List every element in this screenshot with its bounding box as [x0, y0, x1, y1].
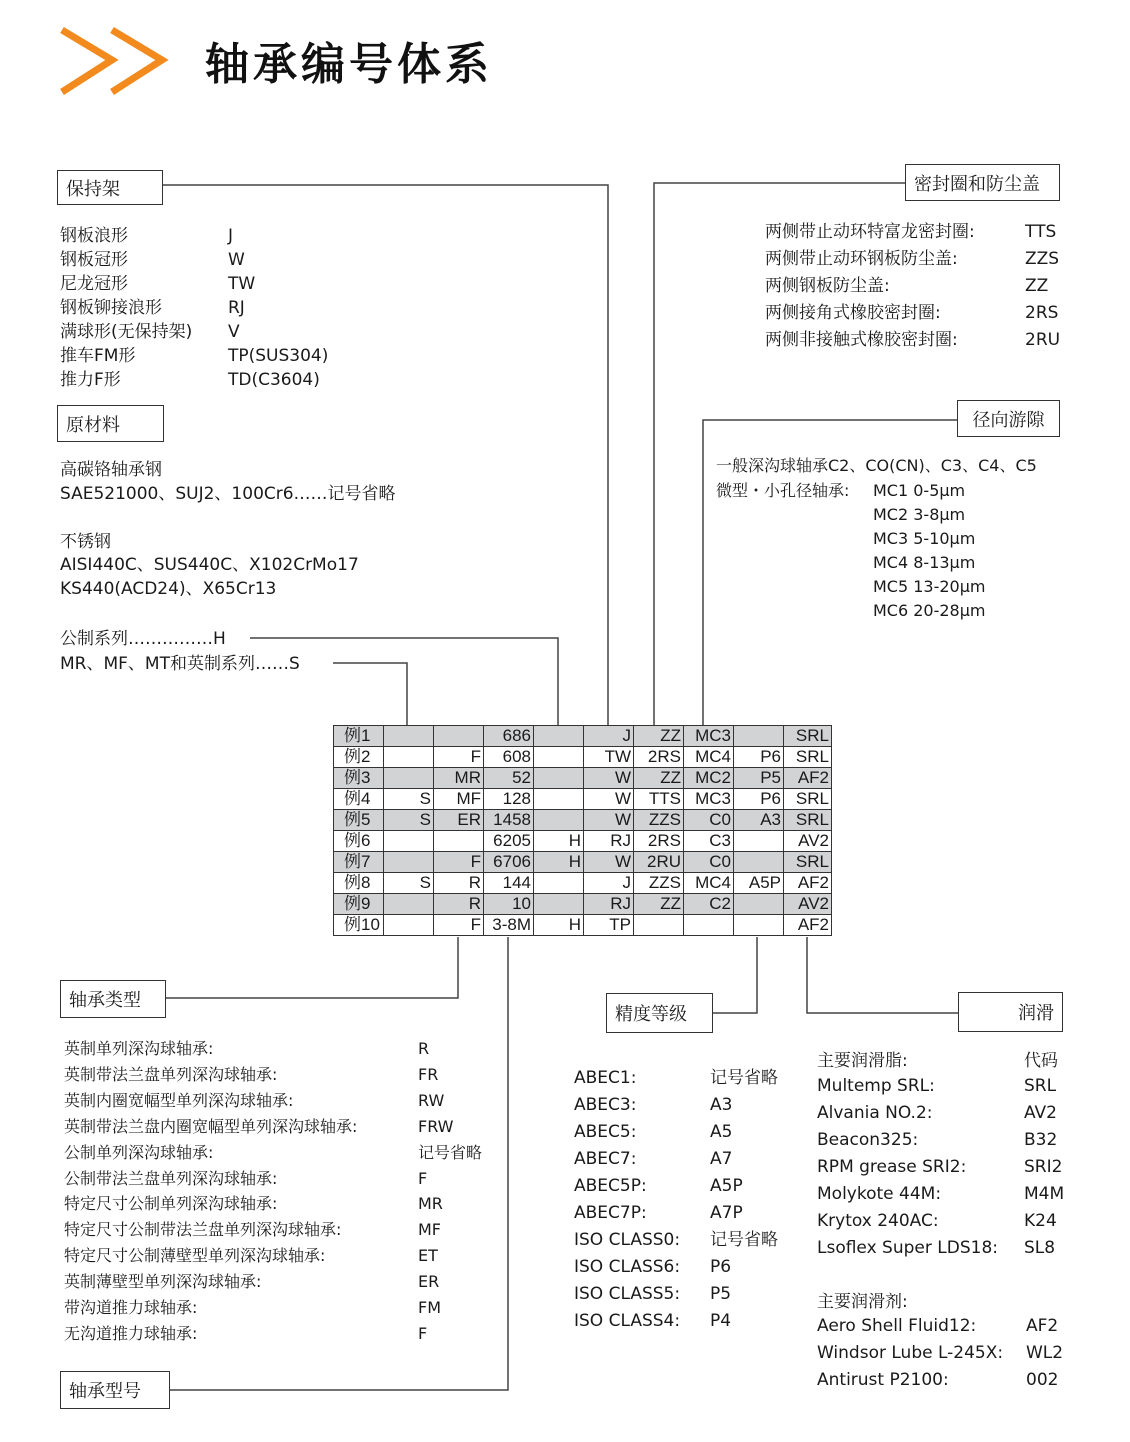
cage-item-name: 满球形(无保持架): [60, 322, 193, 342]
example-cell: AV2: [784, 831, 832, 852]
bearing-model-heading-box: [60, 1371, 170, 1409]
example-cell: AF2: [784, 873, 832, 894]
example-cell: SRL: [784, 852, 832, 873]
high-carbon-title: 高碳铬轴承钢: [60, 460, 162, 480]
grease-item-name: Molykote 44M:: [817, 1184, 942, 1204]
clearance-mini-item: MC3 5-10μm: [873, 529, 976, 548]
grease-item-code: SRI2: [1024, 1157, 1063, 1177]
seal-item-name: 两侧非接触式橡胶密封圈:: [765, 330, 958, 350]
example-cell: RJ: [584, 831, 634, 852]
example-cell: P6: [734, 747, 784, 768]
example-cell: [534, 747, 584, 768]
bearing-model-heading: 轴承型号: [69, 1381, 141, 1402]
example-table: [333, 725, 832, 936]
high-carbon-grades: SAE521000、SUJ2、100Cr6……记号省略: [60, 484, 396, 504]
seal-heading: 密封圈和防尘盖: [914, 173, 1040, 195]
precision-item-name: ABEC5P:: [574, 1176, 647, 1196]
example-cell: 608: [484, 747, 534, 768]
example-cell: [734, 894, 784, 915]
oil-item-code: AF2: [1026, 1316, 1059, 1336]
bearing-type-item-code: 记号省略: [418, 1142, 483, 1162]
example-label: 例6: [334, 831, 384, 852]
oil-item-name: Windsor Lube L-245X:: [817, 1343, 1004, 1363]
cage-item-code: V: [228, 322, 240, 342]
grease-item-name: Alvania NO.2:: [817, 1103, 933, 1123]
example-label: 例1: [334, 726, 384, 747]
inch-series: MR、MF、MT和英制系列……S: [60, 654, 300, 674]
example-cell: P6: [734, 789, 784, 810]
bearing-type-item-code: FM: [418, 1298, 442, 1317]
precision-item-code: A7: [710, 1149, 733, 1169]
example-cell: J: [584, 726, 634, 747]
example-cell: F: [434, 852, 484, 873]
bearing-type-item-code: FRW: [418, 1116, 454, 1136]
precision-item-name: ABEC5:: [574, 1122, 637, 1142]
example-label: 例3: [334, 768, 384, 789]
lubrication-heading: 润滑: [1018, 1003, 1054, 1024]
example-cell: [384, 831, 434, 852]
example-row: [334, 726, 832, 747]
example-cell: F: [434, 747, 484, 768]
grease-item-code: SRL: [1024, 1076, 1057, 1096]
example-cell: [384, 768, 434, 789]
example-cell: ZZ: [634, 894, 684, 915]
example-row: [334, 873, 832, 894]
example-cell: 686: [484, 726, 534, 747]
example-cell: AF2: [784, 768, 832, 789]
bearing-type-item-name: 英制薄壁型单列深沟球轴承:: [64, 1272, 262, 1292]
example-cell: A5P: [734, 873, 784, 894]
example-cell: [634, 915, 684, 936]
bearing-type-item-name: 英制单列深沟球轴承:: [64, 1039, 214, 1058]
example-cell: [534, 726, 584, 747]
grease-item-code: SL8: [1024, 1238, 1056, 1258]
cage-item-code: RJ: [228, 298, 245, 318]
seal-item-code: 2RS: [1025, 303, 1059, 323]
example-cell: 52: [484, 768, 534, 789]
example-cell: MC3: [684, 726, 734, 747]
grease-item-code: AV2: [1024, 1103, 1057, 1123]
bearing-type-item-code: F: [418, 1323, 428, 1343]
example-cell: MC2: [684, 768, 734, 789]
example-cell: 3-8M: [484, 915, 534, 936]
example-cell: [534, 873, 584, 894]
precision-item-name: ISO CLASS0:: [574, 1230, 681, 1250]
seal-item-code: ZZ: [1025, 276, 1049, 296]
example-cell: TP: [584, 915, 634, 936]
example-cell: MC4: [684, 873, 734, 894]
precision-item-code: A3: [710, 1095, 733, 1115]
bearing-type-item-name: 特定尺寸公制带法兰盘单列深沟球轴承:: [64, 1220, 342, 1240]
cage-heading-box: [57, 170, 163, 205]
seal-heading-box: [905, 164, 1060, 201]
clearance-mini-item: MC4 8-13μm: [873, 553, 976, 572]
cage-item-name: 钢板铆接浪形: [60, 298, 162, 318]
example-cell: TTS: [634, 789, 684, 810]
precision-item-code: A5P: [710, 1176, 743, 1196]
code-title: 代码: [1024, 1051, 1058, 1071]
grease-item-name: Beacon325:: [817, 1130, 919, 1150]
example-cell: [384, 747, 434, 768]
bearing-type-item-code: F: [418, 1168, 428, 1188]
example-cell: J: [584, 873, 634, 894]
example-cell: SRL: [784, 726, 832, 747]
bearing-type-item-code: RW: [418, 1090, 445, 1110]
example-cell: [384, 894, 434, 915]
example-row: [334, 810, 832, 831]
seal-item-code: TTS: [1025, 222, 1057, 242]
example-cell: H: [534, 831, 584, 852]
bearing-type-item-name: 带沟道推力球轴承:: [64, 1298, 198, 1317]
cage-item-name: 钢板冠形: [60, 250, 128, 270]
seal-item-name: 两侧接角式橡胶密封圈:: [765, 303, 941, 323]
bearing-type-item-name: 公制单列深沟球轴承:: [64, 1142, 214, 1162]
grease-item-code: B32: [1024, 1130, 1058, 1150]
example-cell: MR: [434, 768, 484, 789]
oil-item-code: WL2: [1026, 1343, 1064, 1363]
example-cell: [734, 915, 784, 936]
page-title: 轴承编号体系: [205, 39, 493, 90]
precision-item-name: ABEC7:: [574, 1149, 637, 1169]
grease-item-code: K24: [1024, 1211, 1057, 1231]
example-cell: [434, 726, 484, 747]
example-cell: [434, 831, 484, 852]
clearance-heading: 径向游隙: [972, 409, 1045, 431]
example-cell: [534, 894, 584, 915]
cage-item-name: 推车FM形: [60, 346, 136, 366]
bearing-type-item-name: 特定尺寸公制薄壁型单列深沟球轴承:: [64, 1246, 326, 1266]
oil-item-name: Antirust P2100:: [817, 1370, 949, 1390]
stainless-line-1: AISI440C、SUS440C、X102CrMo17: [60, 555, 359, 575]
seal-item-code: ZZS: [1025, 249, 1060, 269]
example-cell: C2: [684, 894, 734, 915]
example-cell: F: [434, 915, 484, 936]
example-cell: 10: [484, 894, 534, 915]
example-cell: C0: [684, 810, 734, 831]
example-row: [334, 894, 832, 915]
bearing-type-item-code: ET: [418, 1246, 438, 1266]
example-label: 例4: [334, 789, 384, 810]
example-cell: ER: [434, 810, 484, 831]
example-cell: P5: [734, 768, 784, 789]
bearing-type-item-name: 特定尺寸公制单列深沟球轴承:: [64, 1194, 278, 1214]
oil-item-code: 002: [1026, 1370, 1059, 1390]
example-cell: [734, 726, 784, 747]
precision-item-name: ABEC1:: [574, 1068, 637, 1088]
example-cell: 2RU: [634, 852, 684, 873]
example-cell: W: [584, 768, 634, 789]
grease-item-name: RPM grease SRI2:: [817, 1157, 967, 1177]
precision-item-code: P4: [710, 1311, 732, 1331]
bearing-type-item-name: 无沟道推力球轴承:: [64, 1323, 198, 1343]
cage-item-name: 推力F形: [60, 370, 121, 390]
cage-item-code: W: [228, 250, 245, 270]
example-row: [334, 852, 832, 873]
example-cell: [384, 852, 434, 873]
lubrication-heading-box: [958, 992, 1063, 1032]
bearing-type-item-name: 英制内圈宽幅型单列深沟球轴承:: [64, 1090, 294, 1110]
precision-heading-box: [606, 993, 713, 1033]
example-cell: W: [584, 789, 634, 810]
example-label: 例2: [334, 747, 384, 768]
example-cell: AF2: [784, 915, 832, 936]
example-cell: 144: [484, 873, 534, 894]
example-cell: [734, 852, 784, 873]
precision-item-name: ISO CLASS5:: [574, 1284, 681, 1304]
bearing-type-item-code: MR: [418, 1194, 443, 1214]
bearing-type-heading-box: [60, 980, 166, 1018]
example-cell: [384, 726, 434, 747]
example-cell: 2RS: [634, 831, 684, 852]
clearance-mini-item: MC1 0-5μm: [873, 481, 966, 500]
example-cell: 6706: [484, 852, 534, 873]
example-cell: RJ: [584, 894, 634, 915]
example-label: 例10: [334, 915, 384, 936]
example-row: [334, 789, 832, 810]
bearing-type-item-name: 英制带法兰盘单列深沟球轴承:: [64, 1064, 278, 1084]
bearing-type-item-code: R: [418, 1039, 430, 1058]
bearing-type-item-code: ER: [418, 1272, 440, 1292]
example-row: [334, 747, 832, 768]
oil-item-name: Aero Shell Fluid12:: [817, 1316, 977, 1336]
example-label: 例9: [334, 894, 384, 915]
example-cell: TW: [584, 747, 634, 768]
example-cell: [534, 789, 584, 810]
example-cell: W: [584, 810, 634, 831]
clearance-heading-box: [957, 400, 1060, 437]
cage-item-code: J: [228, 226, 234, 246]
material-heading: 原材料: [66, 414, 120, 436]
clearance-general: 一般深沟球轴承C2、CO(CN)、C3、C4、C5: [716, 456, 1037, 475]
example-cell: ZZS: [634, 810, 684, 831]
bearing-type-item-code: MF: [418, 1220, 442, 1240]
example-row: [334, 831, 832, 852]
example-label: 例5: [334, 810, 384, 831]
grease-title: 主要润滑脂:: [817, 1051, 908, 1071]
example-cell: SRL: [784, 789, 832, 810]
precision-item-code: A5: [710, 1122, 733, 1142]
precision-item-code: 记号省略: [710, 1230, 778, 1250]
example-cell: 128: [484, 789, 534, 810]
example-cell: [684, 915, 734, 936]
clearance-mini-label: 微型・小孔径轴承:: [716, 481, 850, 500]
example-cell: ZZS: [634, 873, 684, 894]
example-cell: S: [384, 810, 434, 831]
example-cell: [384, 915, 434, 936]
grease-item-name: Multemp SRL:: [817, 1076, 935, 1096]
example-cell: 2RS: [634, 747, 684, 768]
example-cell: AV2: [784, 894, 832, 915]
precision-item-name: ABEC7P:: [574, 1203, 647, 1223]
grease-item-code: M4M: [1024, 1184, 1065, 1204]
clearance-mini-item: MC5 13-20μm: [873, 577, 986, 596]
bearing-type-item-name: 英制带法兰盘内圈宽幅型单列深沟球轴承:: [64, 1116, 358, 1136]
double-chevron-icon: [62, 30, 162, 92]
example-label: 例7: [334, 852, 384, 873]
precision-item-code: 记号省略: [710, 1068, 778, 1088]
precision-item-name: ISO CLASS6:: [574, 1257, 681, 1277]
material-heading-box: [57, 405, 164, 442]
cage-heading: 保持架: [66, 178, 120, 200]
bearing-type-item-code: FR: [418, 1064, 439, 1084]
example-label: 例8: [334, 873, 384, 894]
seal-item-code: 2RU: [1025, 330, 1061, 350]
cage-item-code: TW: [228, 274, 256, 294]
cage-item-code: TP(SUS304): [228, 346, 329, 366]
seal-item-name: 两侧带止动环钢板防尘盖:: [765, 249, 958, 269]
example-cell: ZZ: [634, 768, 684, 789]
example-cell: H: [534, 915, 584, 936]
grease-item-name: Lsoflex Super LDS18:: [817, 1238, 998, 1258]
example-cell: ZZ: [634, 726, 684, 747]
example-cell: R: [434, 873, 484, 894]
example-cell: R: [434, 894, 484, 915]
example-row: [334, 915, 832, 936]
precision-item-code: P5: [710, 1284, 732, 1304]
bearing-type-heading: 轴承类型: [69, 990, 141, 1011]
grease-item-name: Krytox 240AC:: [817, 1211, 939, 1231]
example-cell: 6205: [484, 831, 534, 852]
cage-item-code: TD(C3604): [228, 370, 320, 390]
precision-item-name: ABEC3:: [574, 1095, 637, 1115]
precision-item-name: ISO CLASS4:: [574, 1311, 681, 1331]
clearance-mini-item: MC2 3-8μm: [873, 505, 966, 524]
cage-item-name: 钢板浪形: [60, 226, 128, 246]
example-cell: W: [584, 852, 634, 873]
clearance-mini-item: MC6 20-28μm: [873, 601, 986, 620]
example-cell: MC4: [684, 747, 734, 768]
example-cell: A3: [734, 810, 784, 831]
example-cell: [734, 831, 784, 852]
example-row: [334, 768, 832, 789]
precision-item-code: A7P: [710, 1203, 743, 1223]
stainless-title: 不锈钢: [60, 532, 111, 552]
example-cell: SRL: [784, 810, 832, 831]
example-cell: S: [384, 873, 434, 894]
example-cell: SRL: [784, 747, 832, 768]
precision-heading: 精度等级: [615, 1004, 687, 1025]
metric-series: 公制系列……………H: [60, 629, 226, 649]
seal-item-name: 两侧带止动环特富龙密封圈:: [765, 222, 975, 242]
example-cell: S: [384, 789, 434, 810]
bearing-type-item-name: 公制带法兰盘单列深沟球轴承:: [64, 1168, 278, 1188]
precision-item-code: P6: [710, 1257, 732, 1277]
seal-item-name: 两侧钢板防尘盖:: [765, 276, 890, 296]
stainless-line-2: KS440(ACD24)、X65Cr13: [60, 579, 277, 599]
example-cell: C0: [684, 852, 734, 873]
example-cell: H: [534, 852, 584, 873]
example-cell: 1458: [484, 810, 534, 831]
example-cell: [534, 810, 584, 831]
cage-item-name: 尼龙冠形: [60, 274, 128, 294]
example-cell: C3: [684, 831, 734, 852]
oil-title: 主要润滑剂:: [817, 1292, 908, 1312]
example-cell: [534, 768, 584, 789]
example-cell: MF: [434, 789, 484, 810]
example-cell: MC3: [684, 789, 734, 810]
